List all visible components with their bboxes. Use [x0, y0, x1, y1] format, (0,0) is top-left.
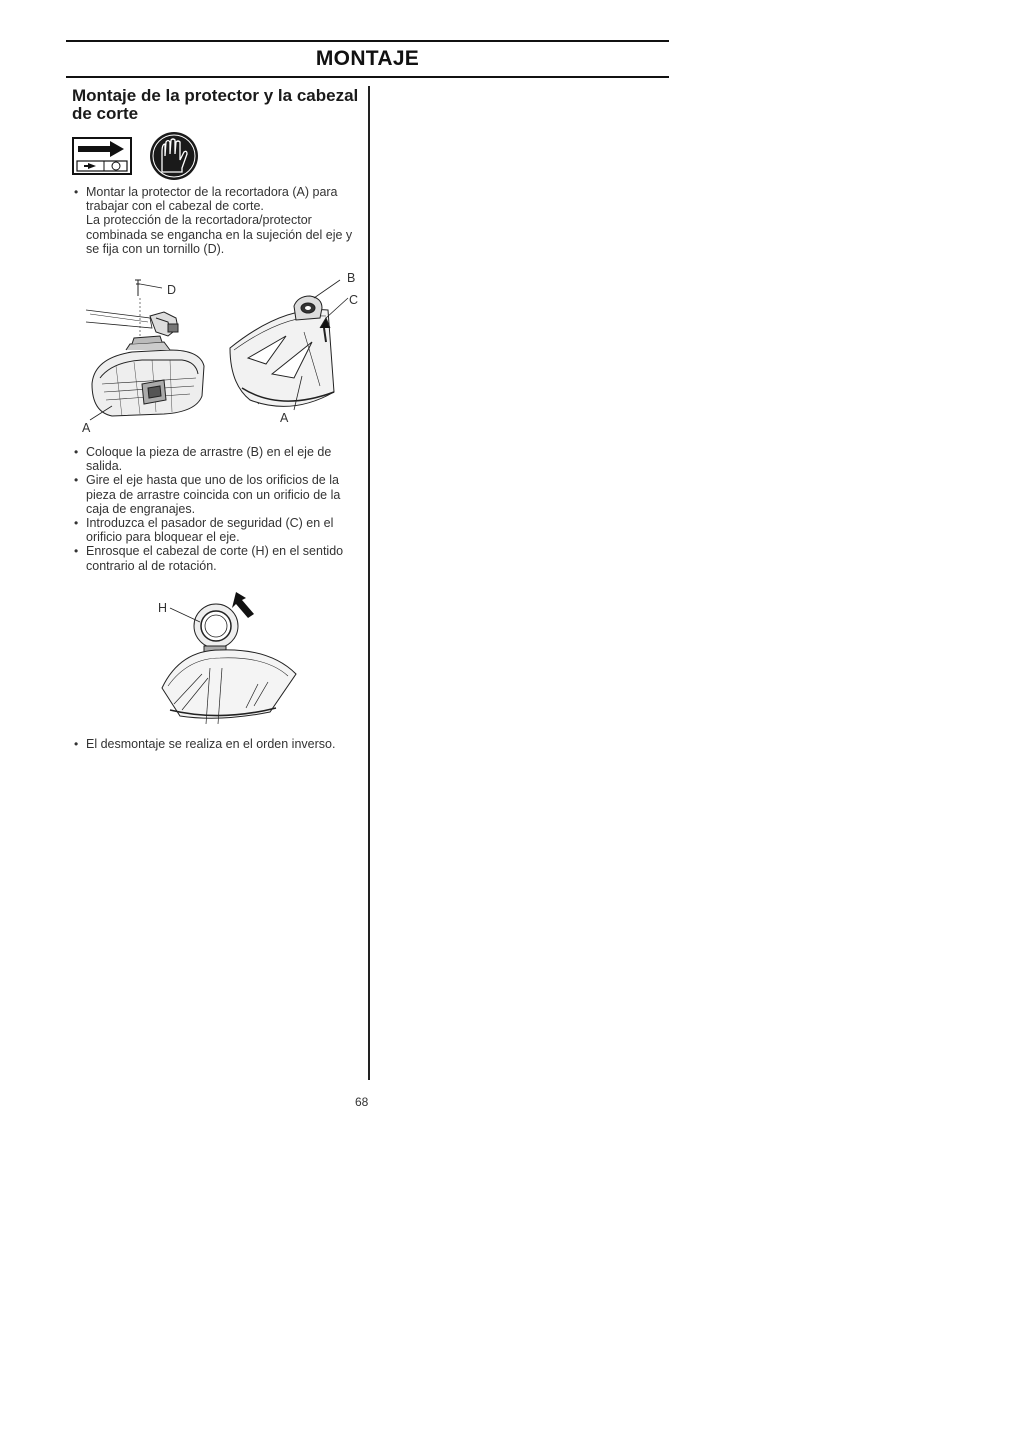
cutting-head-figure: [150, 588, 310, 728]
guard-left-illustration: [86, 280, 204, 420]
bullet-text: Montar la protector de la recortadora (A) para trabajar con el cabezal de corte.: [86, 185, 338, 214]
label-b: B: [347, 271, 356, 285]
bullet-continuation: La protección de la recortadora/protector combinada se engancha en la sujeción del eje y se fija con un tornillo (D).: [86, 213, 353, 256]
list-item: • Enrosque el cabezal de corte (H) en el sentido contrario al de rotación.: [72, 544, 364, 572]
steps-list: [72, 445, 364, 573]
final-bullet-list: [72, 737, 364, 751]
page-number: 68: [355, 1095, 369, 1109]
header-rule-top: [66, 40, 669, 42]
protective-gloves-icon: [150, 132, 198, 180]
instruction-icons: [72, 132, 212, 182]
cutting-head-illustration: [162, 592, 296, 724]
label-a-left: A: [82, 421, 91, 432]
label-d: D: [167, 283, 177, 297]
column-divider: [368, 86, 370, 1080]
section-title: MONTAJE: [315, 47, 420, 70]
intro-bullet-list: [72, 185, 364, 256]
list-item: • Introduzca el pasador de seguridad (C) en el orificio para bloquear el eje.: [72, 516, 364, 544]
label-a-right: A: [280, 411, 289, 425]
label-h: H: [158, 601, 168, 615]
list-item: • Gire el eje hasta que uno de los orificios de la pieza de arrastre coincida con un orificio de la caja de engranajes.: [72, 473, 364, 516]
list-item: [72, 185, 364, 256]
list-item: • El desmontaje se realiza en el orden inverso.: [72, 737, 364, 751]
label-c: C: [349, 293, 359, 307]
manual-reference-icon: [73, 138, 131, 174]
rotation-arrow-icon: [232, 592, 254, 618]
header-rule-bottom: [66, 76, 669, 78]
trimmer-guard-figure: [72, 266, 364, 432]
subsection-heading: Montaje de la protector y la cabezal de corte: [72, 86, 359, 123]
guard-right-illustration: [230, 280, 348, 410]
list-item: • Coloque la pieza de arrastre (B) en el eje de salida.: [72, 445, 364, 473]
